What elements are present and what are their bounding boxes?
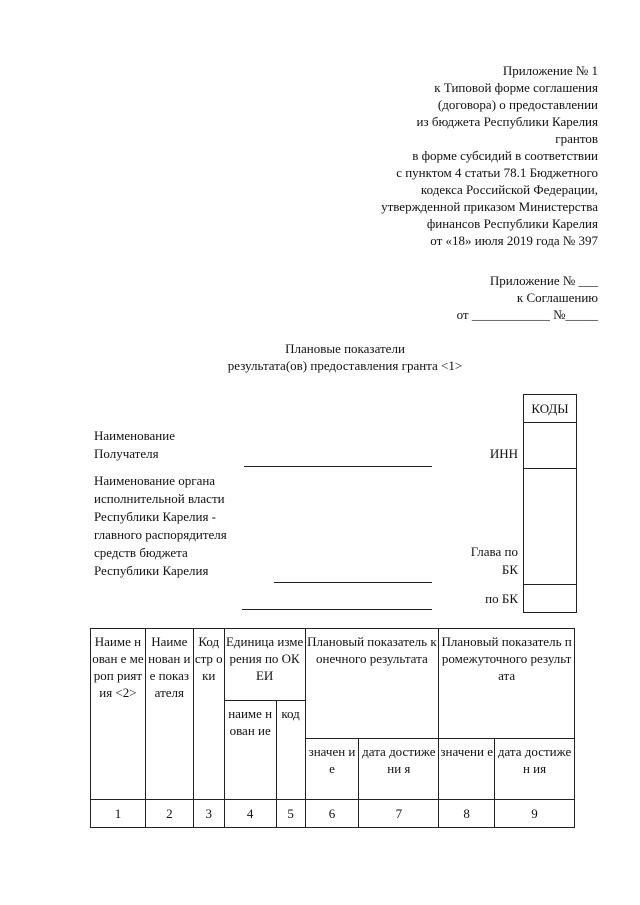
codes-table (523, 394, 577, 613)
agreement-annex-number: Приложение № ___ (489, 273, 598, 288)
header-final-value: значен ие (305, 739, 359, 800)
annex-line: грантов (555, 131, 598, 146)
recipient-label-line-2: Получателя (94, 446, 159, 461)
annex-line: к Типовой форме соглашения (434, 80, 598, 95)
annex-header (300, 62, 598, 249)
head-bk-cell (524, 469, 577, 585)
column-number: 1 (91, 800, 146, 828)
annex-line: кодекса Российской Федерации, (420, 182, 598, 197)
column-number: 5 (276, 800, 305, 828)
header-event-name: Наиме нован е мероп риятия <2> (91, 629, 146, 800)
agreement-to-label: к Соглашению (516, 290, 598, 305)
agreement-reference (380, 272, 598, 323)
codes-header: КОДЫ (524, 395, 577, 423)
po-bk-label: по БК (485, 591, 518, 606)
column-number: 7 (359, 800, 439, 828)
authority-label-line: Республики Карелия (94, 563, 209, 578)
header-row-code: Код стр оки (193, 629, 224, 800)
annex-line: от «18» июля 2019 года № 397 (430, 233, 598, 248)
annex-line: финансов Республики Карелия (426, 216, 598, 231)
recipient-underline (244, 466, 432, 467)
title-line-2: результата(ов) предоставления гранта <1> (227, 358, 463, 373)
column-number: 6 (305, 800, 359, 828)
annex-line: с пунктом 4 статьи 78.1 Бюджетного (396, 165, 598, 180)
column-number: 3 (193, 800, 224, 828)
head-bk-label-2: БК (501, 562, 518, 577)
header-unit-okei: Единица измерения по ОКЕИ (224, 629, 305, 701)
authority-label-line: исполнительной власти (94, 491, 225, 506)
title-line-1: Плановые показатели (285, 341, 405, 356)
column-number: 4 (224, 800, 276, 828)
inn-label: ИНН (489, 446, 518, 461)
header-indicator-name: Наиме нован ие показ ателя (145, 629, 193, 800)
head-bk-label-1: Глава по (470, 544, 518, 559)
authority-label-line: средств бюджета (94, 545, 188, 560)
column-number: 8 (439, 800, 495, 828)
header-unit-name: наиме нован ие (224, 701, 276, 800)
authority-label-line: Наименование органа (94, 473, 216, 488)
indicators-table (90, 628, 575, 828)
authority-label-line: главного распорядителя (94, 527, 227, 542)
column-number: 2 (145, 800, 193, 828)
authority-label-line: Республики Карелия - (94, 509, 217, 524)
annex-line: (договора) о предоставлении (437, 97, 598, 112)
recipient-label-line-1: Наименование (94, 428, 175, 443)
header-intermediate-value: значени е (439, 739, 495, 800)
agreement-date-number: от ____________ №_____ (456, 307, 598, 322)
header-intermediate-date: дата достижен ия (495, 739, 575, 800)
annex-line: Приложение № 1 (502, 63, 598, 78)
document-title (120, 340, 570, 374)
header-intermediate-result: Плановый показатель промежуточного результата (439, 629, 575, 739)
header-unit-code: код (276, 701, 305, 800)
annex-line: из бюджета Республики Карелия (416, 114, 598, 129)
header-final-date: дата достижени я (359, 739, 439, 800)
header-final-result: Плановый показатель конечного результата (305, 629, 439, 739)
annex-line: утвержденной приказом Министерства (381, 199, 598, 214)
annex-line: в форме субсидий в соответствии (412, 148, 598, 163)
column-number: 9 (495, 800, 575, 828)
inn-cell (524, 423, 577, 469)
po-bk-cell (524, 585, 577, 613)
authority-underline-2 (242, 609, 432, 610)
authority-underline-1 (274, 582, 432, 583)
